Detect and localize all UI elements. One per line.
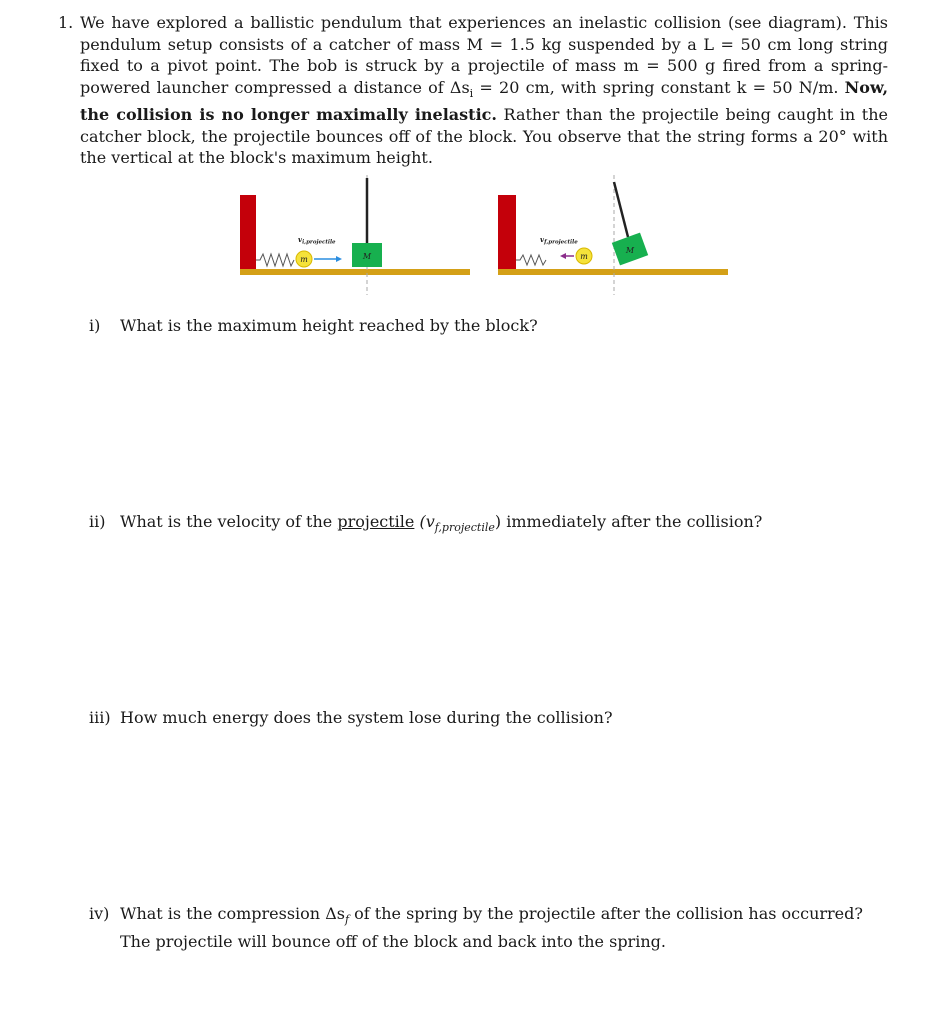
- part-ii-text-mid: (v: [414, 512, 435, 531]
- problem-text-c: Rather than the projectile being caught in the catcher block, the projectile bounces off of the block. You observe that the string forms a 20° with the vertical at the block's maximum height.: [80, 105, 888, 168]
- part-iv-text-pre: What is the compression Δs: [120, 904, 345, 923]
- part-ii-underlined: projectile: [337, 512, 415, 531]
- problem-text-a-sub: i: [469, 86, 474, 100]
- wall-right: [498, 195, 516, 271]
- projectile-label-left: m: [300, 255, 308, 264]
- projectile-label-right: m: [580, 252, 588, 261]
- velocity-label-right: $v_{f,projectile}$: [540, 235, 578, 246]
- part-label: iii): [89, 708, 111, 727]
- problem-text-b: = 20 cm, with spring constant k = 50 N/m.: [473, 77, 845, 97]
- spring-right: [516, 255, 546, 265]
- part-text: How much energy does the system lose during the collision?: [120, 708, 613, 727]
- part-iv-text-post: of the spring by the projectile after the collision has occurred? The projectile will bounce off of the block and back into the spring.: [120, 904, 863, 952]
- part-text: [120, 511, 889, 539]
- pendulum-diagram: [230, 170, 740, 300]
- wall-left: [240, 195, 256, 271]
- part-text: [120, 903, 889, 953]
- velocity-arrowhead-right: [560, 253, 566, 259]
- block-label-left: M: [362, 252, 372, 261]
- problem-number: 1.: [58, 13, 74, 32]
- part-ii: [89, 511, 889, 539]
- part-ii-text-pre: What is the velocity of the: [120, 512, 338, 531]
- problem-statement: [58, 12, 888, 169]
- velocity-arrowhead-left: [336, 256, 342, 262]
- string-right: [614, 182, 628, 237]
- spring-left: [256, 254, 294, 266]
- part-iv: [89, 903, 889, 953]
- floor-right: [498, 269, 728, 275]
- part-label: iv): [89, 904, 110, 923]
- part-label: ii): [89, 512, 106, 531]
- block-label-right: M: [625, 246, 635, 255]
- part-label: i): [89, 316, 101, 335]
- part-ii-text-post: ) immediately after the collision?: [494, 512, 763, 531]
- problem-text-bold: Now, the collision is no longer maximally inelastic.: [80, 77, 889, 125]
- diagram-before-collision: [240, 175, 470, 295]
- problem-text: [80, 12, 888, 169]
- part-iv-subscript: f: [344, 913, 350, 927]
- velocity-label-left: $v_{i,projectile}$: [298, 235, 336, 246]
- problem-text-a: We have explored a ballistic pendulum that experiences an inelastic collision (see diagram). This pendulum setup consists of a catcher of mass M = 1.5 kg suspended by a L = 50 cm long string fixed to a pivot point. The bob is struck by a projectile of mass m = 500 g fired from a spring-powered launcher compressed a distance of Δs: [80, 13, 888, 97]
- part-iii: [89, 707, 889, 729]
- floor-left: [240, 269, 470, 275]
- part-text: What is the maximum height reached by the block?: [120, 316, 538, 335]
- diagram-after-collision: [498, 175, 728, 295]
- part-i: [89, 315, 889, 337]
- part-ii-subscript: f,projectile: [434, 521, 495, 535]
